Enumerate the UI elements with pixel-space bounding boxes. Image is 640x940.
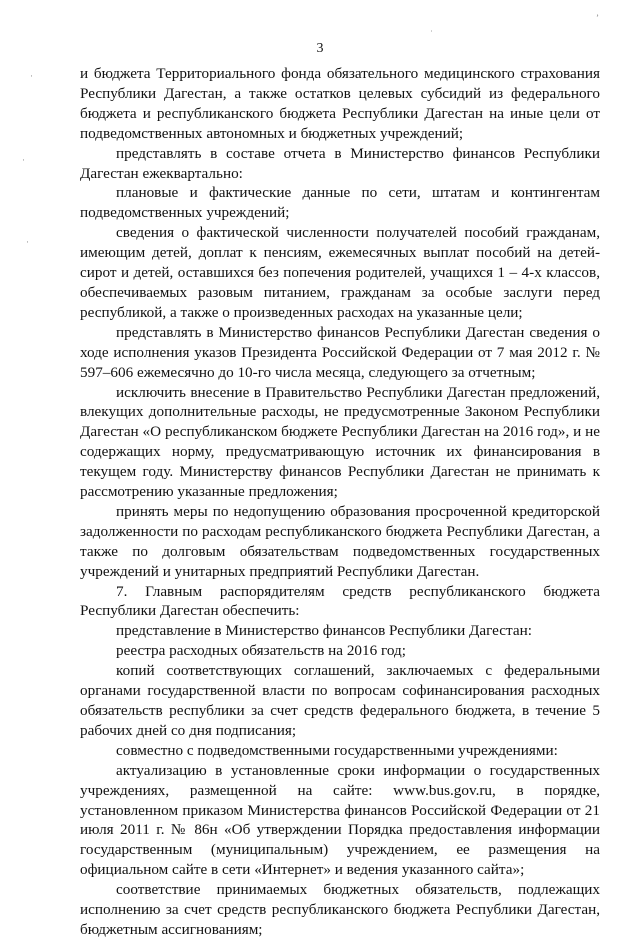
paragraph: представлять в Министерство финансов Республики Дагестан сведения о ходе исполнения указов Президента Российской Федерации от 7 мая 2012 г. № 597–606 ежемесячно до 10-го числа месяца, следующего за отчетным; xyxy=(80,323,600,381)
paragraph: реестра расходных обязательств на 2016 год; xyxy=(116,642,406,660)
scan-speck: · xyxy=(30,71,33,81)
paragraph: представление в Министерство финансов Республики Дагестан: xyxy=(116,622,532,640)
document-body xyxy=(80,64,600,940)
paragraph: плановые и фактические данные по сети, штатам и контингентам подведомственных учреждений; xyxy=(80,184,600,222)
paragraph: и бюджета Территориального фонда обязательного медицинского страхования Республики Дагестан, а также остатков целевых субсидий из федерального бюджета и республиканского бюджета Республики Дагестан на иные цели от подведомственных автономных и бюджетных учреждений; xyxy=(80,65,600,142)
scan-speck: · xyxy=(26,237,29,247)
paragraph: представлять в составе отчета в Министерство финансов Республики Дагестан ежеквартально: xyxy=(80,144,600,182)
scan-speck: ˙ xyxy=(430,29,433,39)
paragraph: совместно с подведомственными государственными учреждениями: xyxy=(116,741,558,759)
page-number: 3 xyxy=(316,41,324,56)
scan-speck: · xyxy=(22,155,25,165)
paragraph: принять меры по недопущению образования просроченной кредиторской задолженности по расходам республиканского бюджета Республики Дагестан, а также по долговым обязательствам подведомственных государственных учреждений и унитарных предприятий Республики Дагестан. xyxy=(80,502,600,580)
scan-speck: ʼ xyxy=(596,13,599,23)
paragraph: исключить внесение в Правительство Республики Дагестан предложений, влекущих дополнительные расходы, не предусмотренные Законом Республики Дагестан «О республиканском бюджете Республики Дагестан на 2016 год», и не содержащих норму, предусматривающую источник их финансирования в текущем году. Министерству финансов Республики Дагестан не принимать к рассмотрению указанные предложения; xyxy=(80,383,600,501)
paragraph: копий соответствующих соглашений, заключаемых с федеральными органами государственной власти по вопросам софинансирования расходных обязательств республики за счет средств федерального бюджета, в течение 5 рабочих дней со дня подписания; xyxy=(80,662,600,739)
numbered-clause: 7. Главным распорядителям средств республиканского бюджета Республики Дагестан обеспечить: xyxy=(80,582,600,620)
paragraph: соответствие принимаемых бюджетных обязательств, подлежащих исполнению за счет средств республиканского бюджета Республики Дагестан, бюджетным ассигнованиям; xyxy=(80,881,600,938)
paragraph: актуализацию в установленные сроки информации о государственных учреждениях, размещенной на сайте: www.bus.gov.ru, в порядке, установленном приказом Министерства финансов Российской Федерации от 21 июля 2011 г. № 86н «Об утверждении Порядка предоставления информации государственным (муниципальным) учреждением, ее размещения на официальном сайте в сети «Интернет» и ведения указанного сайта»; xyxy=(80,761,600,879)
paragraph: сведения о фактической численности получателей пособий гражданам, имеющим детей, доплат к пенсиям, ежемесячных выплат пособий на детей-сирот и детей, оставшихся без попечения родителей, учащихся 1 – 4-х классов, обеспечиваемых разовым питанием, гражданам за особые заслуги перед республикой, а также о произведенных расходах на указанные цели; xyxy=(80,224,600,321)
